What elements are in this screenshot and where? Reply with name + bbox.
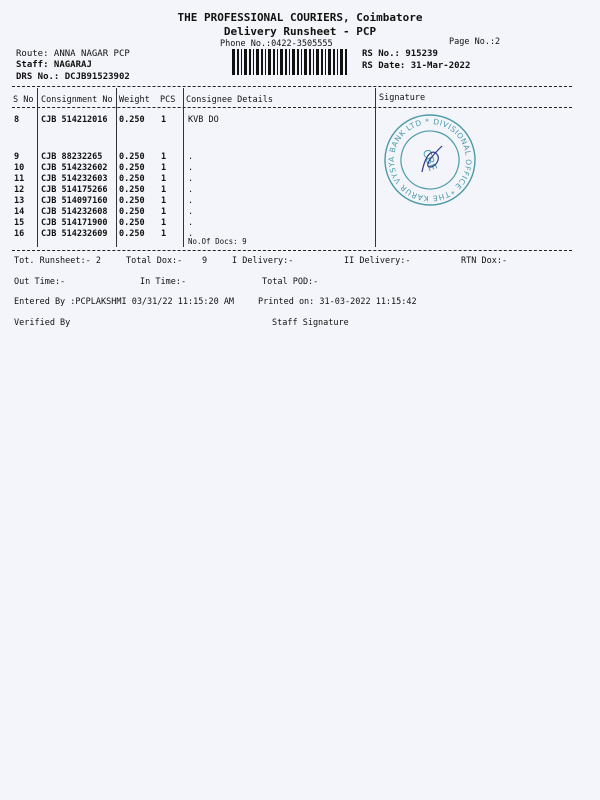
column-header-sno: S No — [13, 95, 34, 105]
route: Route: ANNA NAGAR PCP — [16, 49, 130, 59]
row-consignment-no: CJB 88232265 — [41, 152, 103, 162]
stamp-ring-text: THE KARUR VYSYA BANK LTD * DIVISIONAL OFFICE * — [386, 116, 474, 204]
company-name: THE PROFESSIONAL COURIERS, Coimbatore — [177, 11, 423, 24]
column-header-weight: Weight — [119, 95, 150, 105]
row-consignment-no: CJB 514097160 — [41, 196, 108, 206]
staff-signature: Staff Signature — [272, 318, 349, 328]
barcode-bar — [325, 49, 326, 75]
column-header-pcs: PCS — [160, 95, 176, 105]
entered-by: Entered By :PCPLAKSHMI 03/31/22 11:15:20 AM — [14, 297, 235, 307]
barcode-bar — [273, 49, 275, 75]
barcode-bar — [333, 49, 335, 75]
barcode-bar — [313, 49, 314, 75]
drs-number: DRS No.: DCJB91523902 — [16, 72, 130, 82]
column-header-consignment: Consignment No — [41, 95, 113, 105]
row-consignee-details: . — [188, 152, 194, 162]
row-pcs: 1 — [161, 207, 167, 217]
barcode-bar — [261, 49, 263, 75]
row-pcs: 1 — [161, 185, 167, 195]
row-weight: 0.250 — [119, 207, 145, 217]
column-divider — [375, 88, 376, 247]
row-sno: 13 — [14, 196, 25, 206]
row-pcs: 1 — [161, 196, 167, 206]
in-time: In Time:- — [140, 277, 187, 287]
row-weight: 0.250 — [119, 163, 145, 173]
barcode-bar — [309, 49, 311, 75]
barcode-bar — [241, 49, 242, 75]
column-divider — [116, 88, 117, 247]
total-dox-label: Total Dox:- — [126, 256, 183, 266]
row-consignment-no: CJB 514175266 — [41, 185, 108, 195]
rtn-dox: RTN Dox:- — [461, 256, 508, 266]
total-pod: Total POD:- — [262, 277, 319, 287]
table-bottom-rule — [12, 250, 572, 251]
row-consignee-details: . — [188, 174, 194, 184]
row-sno: 9 — [14, 152, 20, 162]
row-consignee-details: . — [188, 229, 194, 239]
barcode-bar — [237, 49, 239, 75]
row-weight: 0.250 — [119, 185, 145, 195]
verified-by: Verified By — [14, 318, 71, 328]
bank-seal-stamp — [382, 112, 478, 208]
row-consignment-no: CJB 514232609 — [41, 229, 108, 239]
row-consignment-no: CJB 514232603 — [41, 174, 108, 184]
barcode-bar — [289, 49, 290, 75]
barcode-bar — [304, 49, 307, 75]
row-consignment-no: CJB 514171900 — [41, 218, 108, 228]
row-pcs: 1 — [161, 174, 167, 184]
staff: Staff: NAGARAJ — [16, 60, 92, 70]
barcode-bar — [316, 49, 319, 75]
row-pcs: 1 — [161, 229, 167, 239]
total-dox-value: 9 — [202, 256, 208, 266]
column-header-signature: Signature — [379, 93, 426, 103]
total-runsheet: Tot. Runsheet:- 2 — [14, 256, 101, 266]
row-sno: 10 — [14, 163, 25, 173]
barcode-bar — [265, 49, 266, 75]
barcode-bar — [244, 49, 247, 75]
rs-number: RS No.: 915239 — [362, 49, 438, 59]
column-divider — [37, 88, 38, 247]
row-weight: 0.250 — [119, 229, 145, 239]
row-weight: 0.250 — [119, 152, 145, 162]
barcode-bar — [256, 49, 259, 75]
row-sno: 11 — [14, 174, 25, 184]
out-time: Out Time:- — [14, 277, 66, 287]
barcode-bar — [280, 49, 283, 75]
row-consignee-details: . — [188, 207, 194, 217]
row-consignee-details: KVB DO — [188, 115, 219, 125]
barcode-bar — [249, 49, 251, 75]
document-title: Delivery Runsheet - PCP — [223, 25, 377, 38]
barcode-bar — [328, 49, 331, 75]
barcode-bar — [292, 49, 295, 75]
column-divider — [183, 88, 184, 247]
row-pcs: 1 — [161, 115, 167, 125]
barcode-bar — [345, 49, 347, 75]
barcode-bar — [297, 49, 299, 75]
barcode-bar — [340, 49, 343, 75]
row-consignment-no: CJB 514232608 — [41, 207, 108, 217]
row-weight: 0.250 — [119, 196, 145, 206]
row-sno: 8 — [14, 115, 20, 125]
table-top-rule — [12, 86, 572, 87]
row-consignment-no: CJB 514212016 — [41, 115, 108, 125]
table-header-rule — [12, 107, 572, 108]
barcode-bar — [253, 49, 254, 75]
row-weight: 0.250 — [119, 218, 145, 228]
stamp-center-text: CBE — [419, 147, 440, 173]
row-consignee-details: . — [188, 185, 194, 195]
barcode-bar — [277, 49, 278, 75]
row-sno: 16 — [14, 229, 25, 239]
row-sno: 12 — [14, 185, 25, 195]
rs-date: RS Date: 31-Mar-2022 — [362, 61, 471, 71]
row-consignee-details: . — [188, 196, 194, 206]
phone-number: Phone No.:0422-3505555 — [220, 39, 333, 49]
row-consignment-no: CJB 514232602 — [41, 163, 108, 173]
barcode-bar — [285, 49, 287, 75]
row-consignee-details: . — [188, 218, 194, 228]
row-sno: 14 — [14, 207, 25, 217]
no-of-docs: No.Of Docs: 9 — [188, 237, 247, 246]
printed-on: Printed on: 31-03-2022 11:15:42 — [258, 297, 417, 307]
i-delivery: I Delivery:- — [232, 256, 294, 266]
barcode-bar — [321, 49, 323, 75]
column-header-consignee: Consignee Details — [186, 95, 273, 105]
barcode-bar — [301, 49, 302, 75]
row-pcs: 1 — [161, 163, 167, 173]
barcode — [232, 49, 348, 75]
row-consignee-details: . — [188, 163, 194, 173]
barcode-bar — [337, 49, 338, 75]
row-weight: 0.250 — [119, 115, 145, 125]
page-number: Page No.:2 — [449, 37, 501, 47]
row-sno: 15 — [14, 218, 25, 228]
row-weight: 0.250 — [119, 174, 145, 184]
row-pcs: 1 — [161, 152, 167, 162]
row-pcs: 1 — [161, 218, 167, 228]
barcode-bar — [232, 49, 235, 75]
ii-delivery: II Delivery:- — [344, 256, 411, 266]
barcode-bar — [268, 49, 271, 75]
